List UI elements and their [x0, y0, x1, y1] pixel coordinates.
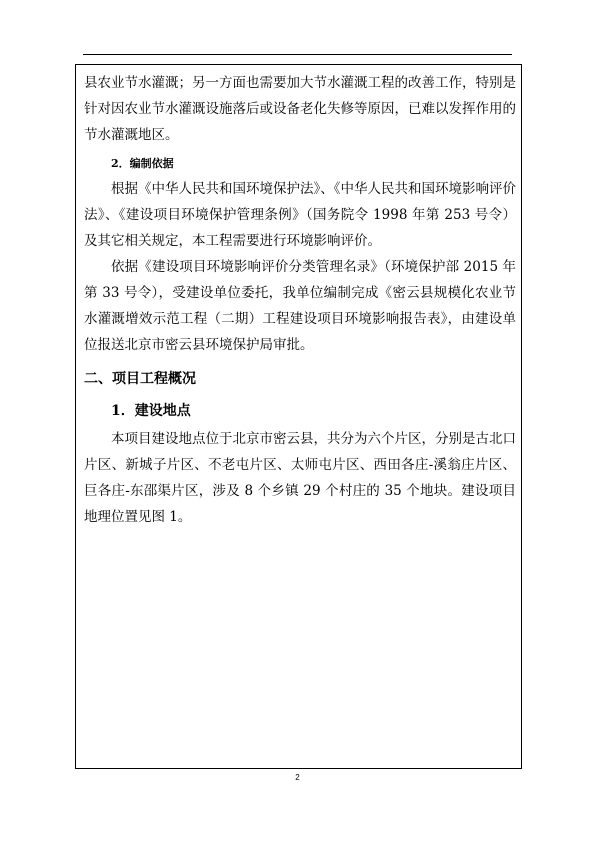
page-frame: [75, 64, 522, 769]
subsection-heading: 1．建设地点: [111, 403, 191, 419]
chapter-heading: 二、项目工程概况: [84, 371, 196, 387]
page-number: 2: [295, 773, 300, 782]
section-2-paragraph-2: 依据《建设项目环境影响评价分类管理名录》（环境保护部 2015 年第 33 号令），受建设单位委托，我单位编制完成《密云县规模化农业节水灌溉增效示范工程（二期）工程建设项目环境影响报告表》，由建设单位报送北京市密云县环境保护局审批。: [84, 259, 516, 353]
section-2-heading: 2．编制依据: [111, 157, 174, 170]
subsection-paragraph: 本项目建设地点位于北京市密云县，共分为六个片区，分别是古北口片区、新城子片区、不老屯片区、太师屯片区、西田各庄-溪翁庄片区、巨各庄-东邵渠片区，涉及 8 个乡镇 29 个村庄的 35 个地块。建设项目地理位置见图 1。: [84, 431, 516, 525]
page-content: [84, 70, 516, 530]
header-rule: [83, 54, 512, 55]
continued-paragraph: 县农业节水灌溉；另一方面也需要加大节水灌溉工程的改善工作，特别是针对因农业节水灌溉设施落后或设备老化失修等原因，已难以发挥作用的节水灌溉地区。: [84, 75, 516, 143]
section-2-paragraph-1: 根据《中华人民共和国环境保护法》、《中华人民共和国环境影响评价法》、《建设项目环境保护管理条例》（国务院令 1998 年第 253 号令）及其它相关规定，本工程需要进行环境影响评价。: [84, 181, 516, 249]
